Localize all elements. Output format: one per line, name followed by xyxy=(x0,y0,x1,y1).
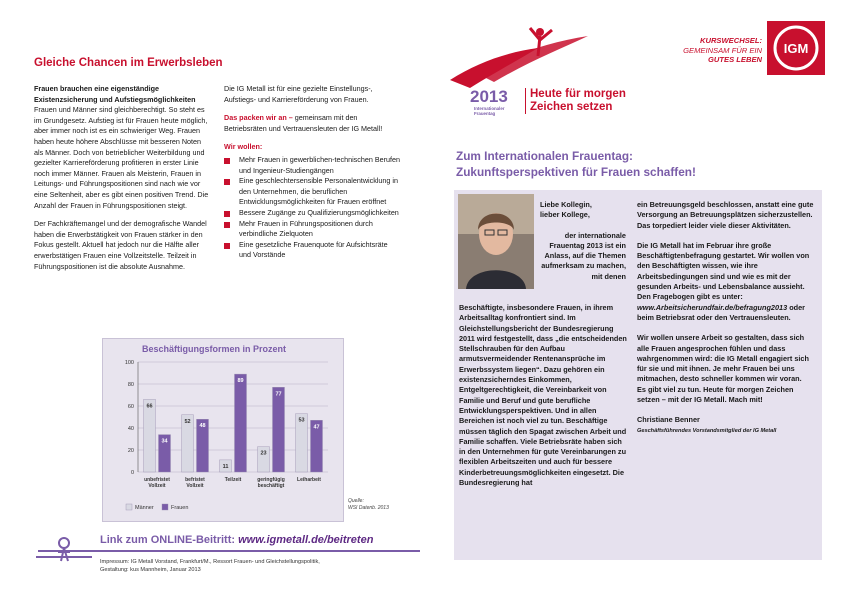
x-tick-label: Teilzeit xyxy=(224,477,242,483)
letter-body-2: ein Betreuungsgeld beschlossen, anstatt eine gute Versorgung an Betreuungsplätzen sicherzustellen. Das torpediert leider viele dieser Aktivitäten. Die IG Metall hat im Februar ihre große Beschäftigtenbefragung gestartet. Wir wollen von den Beschäftigten wissen, wie ihre Arbeitsbedingungen sind und wie es mit der gesunden Arbeits- und Lebensbalance aussieht. Den Fragebogen gibt es unter: www.Arbeitsicherundfair.de/befragung2013 oder beim Betriebsrat oder den Vertrauensleuten. Wir wollen unsere Arbeit so gestalten, dass sich alle Frauen angesprochen fühlen und dass wahrgenommen wird: die IG Metall engagiert sich für sie und mit ihnen. Je mehr Frauen bei uns mitmachen, desto schneller kommen wir voran. Es gibt viel zu tun. Heute für morgen Zeichen setzen – mit der IG Metall. Mach mit! Christiane Benner Geschäftsführendes Vorstandsmitglied der IG Metall xyxy=(637,200,817,436)
bar-value-label: 89 xyxy=(237,378,244,385)
bar xyxy=(273,387,285,472)
x-tick-label: geringfügig xyxy=(257,477,285,483)
intro-text: der internationale Frauentag 2013 ist ein Anlass, auf die Themen aufmerksam zu machen, mit denen xyxy=(541,230,626,281)
list-item: Mehr Frauen in gewerblichen-technischen Berufen und Ingenieur-Studiengängen xyxy=(224,155,400,176)
bar-value-label: 66 xyxy=(146,403,153,410)
legend-label: Frauen xyxy=(171,505,189,511)
col1-paragraph-2: Der Fachkräftemangel und der demografische Wandel haben die Erwerbstätigkeit von Frauen stärker in den Fokus gestellt. Aktuell hat jedoch nur die Hälfte aller erwerbstätigen Frauen eine Vollzeitstelle. Teilzeit in Führungspositionen ist die absolute Ausnahme. xyxy=(34,219,207,271)
svg-text:IGM: IGM xyxy=(783,41,809,56)
kurswechsel-slogan: KURSWECHSEL: GEMEINSAM FÜR EIN GUTES LEBEN xyxy=(683,36,762,64)
letter-intro xyxy=(540,200,626,292)
wir-wollen-heading: Wir wollen: xyxy=(224,142,263,152)
signature-title: Geschäftsführendes Vorstandsmitglied der IG Metall xyxy=(637,427,777,434)
list-item: Eine gesetzliche Frauenquote für Aufsichtsräte und Vorstände xyxy=(224,240,400,261)
bar xyxy=(235,374,247,472)
y-tick-label: 80 xyxy=(127,382,134,388)
online-join-link[interactable]: Link zum ONLINE-Beitritt: www.igmetall.de/beitreten xyxy=(100,534,374,546)
bar-value-label: 77 xyxy=(275,391,282,398)
y-tick-label: 60 xyxy=(127,404,134,410)
bar-value-label: 47 xyxy=(313,424,320,431)
bar xyxy=(144,399,156,472)
slogan: Heute für morgen Zeichen setzen xyxy=(525,88,626,114)
survey-url[interactable]: www.Arbeitsicherundfair.de/befragung2013 xyxy=(637,302,788,312)
left-column-2 xyxy=(224,84,400,261)
logo-figure-icon xyxy=(34,531,94,567)
chart-source: Quelle: WSI Datenb. 2013 xyxy=(348,498,389,511)
list-item: Bessere Zugänge zu Qualifizierungsmöglichkeiten xyxy=(224,208,400,219)
x-tick-label: Vollzeit xyxy=(148,483,166,489)
list-item: Mehr Frauen in Führungspositionen durch verbindliche Zielquoten xyxy=(224,219,400,240)
greeting: Liebe Kollegin, lieber Kollege, xyxy=(540,200,592,220)
impressum: Impressum: IG Metall Vorstand, Frankfurt/M., Ressort Frauen- und Gleichstellungspolitik, Gestaltung: kus Mannheim, Januar 2013 xyxy=(100,559,320,573)
bar-chart xyxy=(102,338,342,520)
left-column-1 xyxy=(34,84,212,280)
year-subtitle: Internationaler Frauentag xyxy=(474,106,505,116)
y-tick-label: 20 xyxy=(127,448,134,454)
signature-name: Christiane Benner xyxy=(637,415,700,425)
y-tick-label: 100 xyxy=(124,360,134,366)
col1-paragraph-1: Frauen und Männer sind gleichberechtigt. So steht es im Grundgesetz. Aufstieg ist für Frauen heute möglich, aber immer noch ist es ein schwieriger Weg. Frauen haben heute höhere Abschlüsse mit besseren Noten als Männer. Doch von betrieblicher Weiterbildung und gezielter Karriereförderung profitieren in erster Linie noch immer Männer. Frauen als Meisterin, Frauen in Leitungs- und Führungspositionen sind nach wie vor eine Seltenheit, aber es gibt einen positiven Trend. Die Anzahl der Frauen in Führungspositionen steigt. xyxy=(34,105,209,210)
divider xyxy=(38,550,420,552)
x-tick-label: befristet xyxy=(185,477,205,483)
legend-swatch xyxy=(126,504,132,510)
year: 2013 xyxy=(470,87,508,106)
legend-label: Männer xyxy=(135,505,154,511)
bar-value-label: 52 xyxy=(184,418,191,425)
bar-value-label: 23 xyxy=(260,450,267,457)
y-tick-label: 0 xyxy=(130,470,134,476)
col2-paragraph-1: Die IG Metall ist für eine gezielte Einstellungs-, Aufstiegs- und Karriereförderung von Frauen. xyxy=(224,84,373,104)
portrait-photo xyxy=(458,194,534,289)
col1-lead: Frauen brauchen eine eigenständige Existenzsicherung und Aufstiegsmöglichkeiten xyxy=(34,84,196,104)
ig-metall-logo-icon xyxy=(767,21,825,75)
right-page-title: Zum Internationalen Frauentag: Zukunftsperspektiven für Frauen schaffen! xyxy=(456,149,696,179)
col2-red-lead: Das packen wir an – xyxy=(224,113,293,123)
x-tick-label: beschäftigt xyxy=(257,483,285,489)
bar-value-label: 48 xyxy=(199,423,206,430)
letter-body-1: Beschäftigte, insbesondere Frauen, in ihrem Arbeitsalltag konfrontiert sind. Im Gleichstellungsbericht der Bundesregierung 2011 wird festgestellt, dass „die entscheidenden Stellschrauben für den Aufbau armutsvermeidender Rentenansprüche im Erwerbssystem liegen“. Dazu gehören ein existenzsicherndes Einkommen, Entgeltgerechtigkeit, die Vereinbarkeit von Familie und Beruf und gute berufliche Entwicklungsperspektiven. Und in allen Bereichen ist noch viel zu tun. Beschäftige müssen täglich den Spagat zwischen Arbeit und Familie schaffen. Viele Betriebsräte haben sich in den Unternehmen für gute Vereinbarungen zu flexiblen Arbeitszeiten und auch für bessere Kinderbetreuungsmöglichkeiten eingesetzt. Die Bundesregierung hat xyxy=(459,303,627,488)
x-tick-label: Vollzeit xyxy=(186,483,204,489)
left-page-title: Gleiche Chancen im Erwerbsleben xyxy=(34,57,223,69)
join-url[interactable]: www.igmetall.de/beitreten xyxy=(238,534,374,546)
x-tick-label: Leiharbeit xyxy=(297,477,321,483)
frauentag-figure-icon xyxy=(448,22,598,92)
list-item: Eine geschlechtersensible Personalentwicklung in den Unternehmen, die beruflichen Entwicklungsmöglichkeiten für Frauen eröffnet xyxy=(224,176,400,208)
wir-wollen-list xyxy=(224,155,400,261)
bar-value-label: 11 xyxy=(222,463,229,470)
bar-value-label: 53 xyxy=(298,417,305,424)
legend-swatch xyxy=(162,504,168,510)
bar-value-label: 34 xyxy=(161,438,168,445)
col2-paragraph-2: gemeinsam mit den Betriebsräten und Vertrauensleuten der IG Metall! xyxy=(224,113,383,133)
x-tick-label: unbefristet xyxy=(144,477,170,483)
chart-title: Beschäftigungsformen in Prozent xyxy=(142,344,287,354)
y-tick-label: 40 xyxy=(127,426,134,432)
